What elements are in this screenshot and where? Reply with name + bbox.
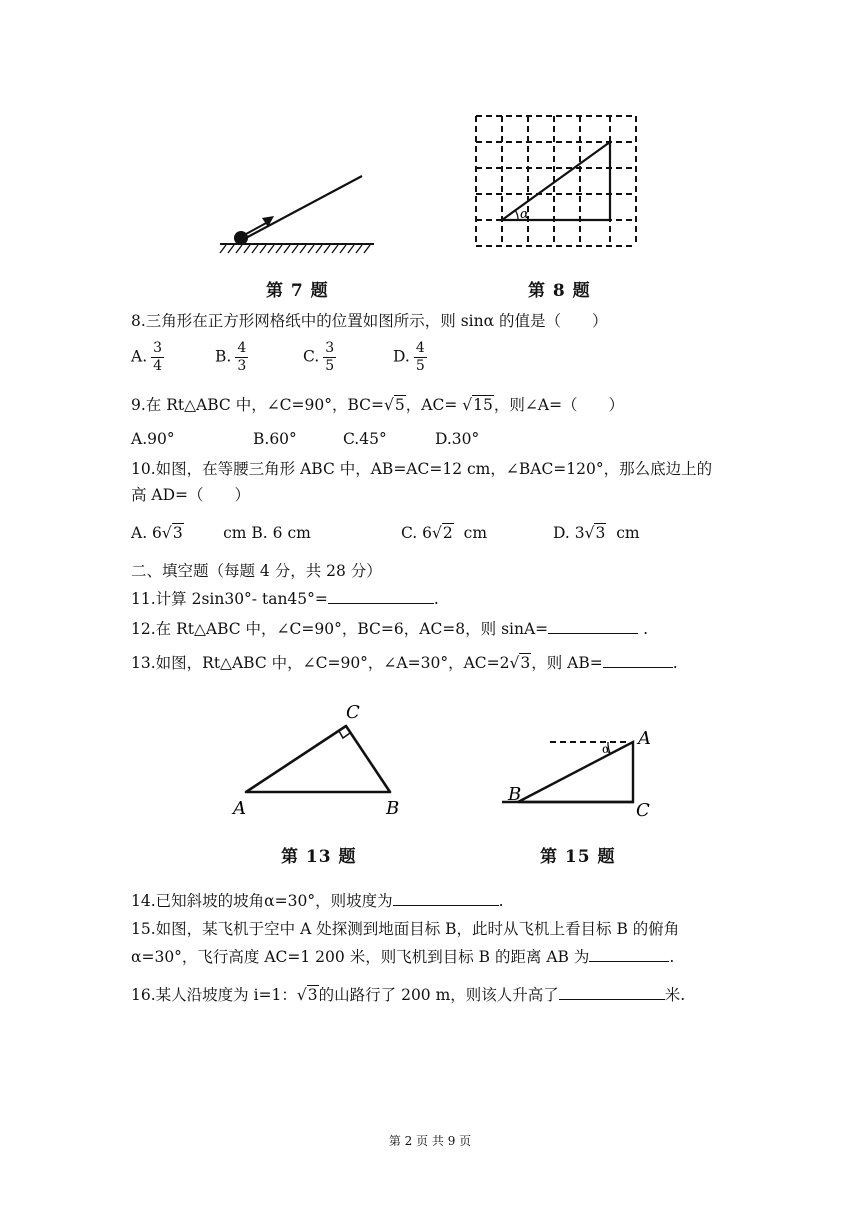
q9-option-b: B.60° xyxy=(253,430,297,448)
q10-options: A. 6√3 cm B. 6 cm C. 6√2 cm D. 3√3 cm xyxy=(131,524,640,542)
q16-blank xyxy=(559,984,665,1000)
q10-option-d-prefix: D. 3 xyxy=(553,524,585,542)
q11 xyxy=(131,588,439,610)
figure-15-label-a: A xyxy=(638,728,651,749)
q9-option-d: D.30° xyxy=(435,430,480,448)
q15-line2-text: α=30°，飞行高度 AC=1 200 米，则飞机到目标 B 的距离 AB 为 xyxy=(131,948,590,966)
q8-option-b-num: 4 xyxy=(237,340,247,356)
q9-stem-a: 9.在 Rt△ABC 中，∠C=90°，BC= xyxy=(131,396,385,414)
q16-end: 米. xyxy=(664,986,686,1004)
q10-option-c-rad: 2 xyxy=(442,524,453,542)
figure-15-caption: 第 15 题 xyxy=(540,847,616,867)
q8-option-d-den: 5 xyxy=(415,358,425,374)
q9-stem: 9.在 Rt△ABC 中，∠C=90°，BC=√5，AC= √15，则∠A=（ ） xyxy=(131,396,625,414)
q10-line2: 高 AD=（ ） xyxy=(131,486,251,504)
figure-8 xyxy=(470,110,642,258)
q8-option-d-letter: D. xyxy=(393,347,410,366)
q8-option-d-num: 4 xyxy=(415,340,425,356)
page-footer: 第 2 页 共 9 页 xyxy=(388,1134,472,1148)
figure-13 xyxy=(226,696,416,822)
q12-blank xyxy=(548,618,638,634)
q12 xyxy=(131,618,648,640)
figure-13-label-a: A xyxy=(233,798,246,819)
q16: 16.某人沿坡度为 i=1：√3的山路行了 200 m，则该人升高了 米. xyxy=(131,986,686,1004)
q8-option-c-den: 5 xyxy=(325,358,335,374)
q14 xyxy=(131,890,504,912)
q8-option-a-num: 3 xyxy=(153,340,163,356)
q15-blank xyxy=(589,946,669,962)
q10-option-d-rad: 3 xyxy=(595,524,606,542)
q12-text: 12.在 Rt△ABC 中，∠C=90°，BC=6，AC=8，则 sinA= xyxy=(131,620,549,638)
section-2-heading: 二、填空题（每题 4 分，共 28 分） xyxy=(131,562,382,580)
q16-text-a: 16.某人沿坡度为 i=1： xyxy=(131,986,297,1004)
q8-option-a-den: 4 xyxy=(153,358,163,374)
q12-end: . xyxy=(643,620,649,638)
q10-option-d-suffix: cm xyxy=(616,524,640,542)
figure-13-caption: 第 13 题 xyxy=(281,847,357,867)
figure-8-alpha: α xyxy=(520,207,529,222)
q10-line1: 10.如图，在等腰三角形 ABC 中，AB=AC=12 cm，∠BAC=120°，那么底边上的 xyxy=(131,460,713,478)
q8-option-a-letter: A. xyxy=(131,347,148,366)
figure-13-label-b: B xyxy=(386,798,400,819)
q9-options xyxy=(131,428,479,450)
q9-option-c: C.45° xyxy=(343,430,387,448)
q8-options xyxy=(131,340,431,380)
q15-line2 xyxy=(131,946,674,968)
q11-end: . xyxy=(433,590,439,608)
q11-text: 11.计算 2sin30°- tan45°= xyxy=(131,590,328,608)
figure-15-label-c: C xyxy=(636,800,650,821)
q8-option-b-letter: B. xyxy=(215,347,232,366)
q15-line1: 15.如图，某飞机于空中 A 处探测到地面目标 B，此时从飞机上看目标 B 的俯角 xyxy=(131,920,680,938)
q9-rad2: 15 xyxy=(473,396,493,414)
q13-rad: 3 xyxy=(520,654,531,672)
q13-blank xyxy=(603,652,673,668)
q10-option-c-suffix: cm xyxy=(463,524,488,542)
q14-end: . xyxy=(498,892,504,910)
q8-option-b-den: 3 xyxy=(237,358,247,374)
q16-text-b: 的山路行了 200 m，则该人升高了 xyxy=(318,986,559,1004)
figure-13-label-c: C xyxy=(346,702,360,723)
figure-7-caption: 第 7 题 xyxy=(266,281,329,301)
q9-option-a: A.90° xyxy=(131,430,175,448)
figure-7 xyxy=(214,170,380,256)
q14-blank xyxy=(393,890,499,906)
q8-stem: 8.三角形在正方形网格纸中的位置如图所示，则 sinα 的值是（ ） xyxy=(131,312,608,330)
q8-option-c-letter: C. xyxy=(303,347,320,366)
q16-rad: 3 xyxy=(307,986,318,1004)
q11-blank xyxy=(328,588,434,604)
figure-15 xyxy=(496,722,666,822)
q14-text: 14.已知斜坡的坡角α=30°，则坡度为 xyxy=(131,892,393,910)
q13-mid: ，则 AB= xyxy=(531,654,603,672)
q9-rad1: 5 xyxy=(394,396,405,414)
q10-option-a-suffix: cm B. 6 cm xyxy=(223,524,311,542)
q13: 13.如图，Rt△ABC 中，∠C=90°，∠A=30°，AC=2√3，则 AB= . xyxy=(131,654,678,672)
q10-option-a-rad: 3 xyxy=(172,524,183,542)
q15-end: . xyxy=(669,948,675,966)
figure-8-caption: 第 8 题 xyxy=(528,281,591,301)
figure-15-alpha: α xyxy=(602,742,611,756)
q10-option-c-prefix: C. 6 xyxy=(401,524,433,542)
q10-option-a-prefix: A. 6 xyxy=(131,524,162,542)
q13-text: 13.如图，Rt△ABC 中，∠C=90°，∠A=30°，AC=2 xyxy=(131,654,510,672)
q9-stem-b: ，AC= xyxy=(405,396,463,414)
q8-option-c-num: 3 xyxy=(325,340,335,356)
q13-end: . xyxy=(672,654,678,672)
q9-stem-c: ，则∠A=（ ） xyxy=(493,396,625,414)
figure-15-label-b: B xyxy=(508,784,522,805)
